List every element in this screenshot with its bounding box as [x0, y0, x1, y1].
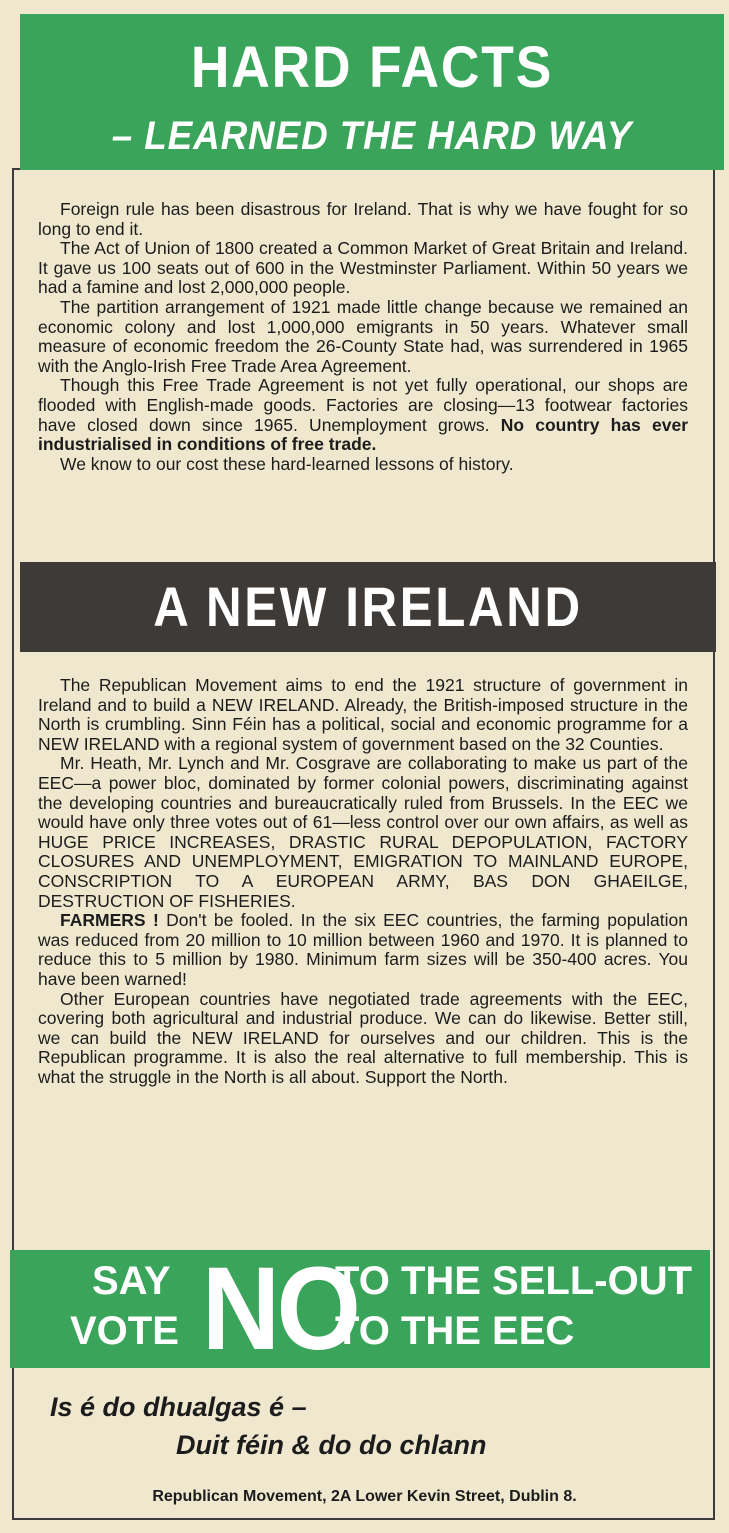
paragraph: The partition arrangement of 1921 made little change because we remained an economic colony and lost 1,000,000 emigrants in 50 years. Whatever small measure of economic freedom the 26-County State had, was surrendered in 1965 with the Anglo-Irish Free Trade Area Agreement. [38, 296, 688, 376]
paragraph: The Act of Union of 1800 created a Common Market of Great Britain and Ireland. It gave us 100 seats out of 600 in the Westminster Parliament. Within 50 years we had a famine and lost 2,000,000 people. [38, 238, 688, 298]
farmers-lead: FARMERS ! [60, 910, 159, 931]
section-hard-facts [38, 200, 688, 474]
header-subtitle: – LEARNED THE HARD WAY [111, 114, 633, 158]
section-new-ireland [38, 676, 688, 1087]
paragraph-text: Though this Free Trade Agreement is not yet fully operational, our shops are flooded with English-made goods. Factories are closing—13 footwear factories have closed down since 1965. Unemployment grows. [38, 375, 688, 435]
paragraph: Foreign rule has been disastrous for Ireland. That is why we have fought for so long to end it. [38, 199, 688, 239]
paragraph [38, 376, 688, 454]
vote-label: VOTE [70, 1309, 179, 1353]
irish-slogan-line2: Duit féin & do do chlann [176, 1430, 487, 1460]
paragraph: Mr. Heath, Mr. Lynch and Mr. Cosgrave are collaborating to make us part of the EEC—a power bloc, dominated by former colonial powers, discriminating against the developing countries and bureaucratically ruled from Brussels. In the EEC we would have only three votes out of 61—less control over our own affairs, as well as HUGE PRICE INCREASES, DRASTIC RURAL DEPOPULATION, FACTORY CLOSURES AND UNEMPLOYMENT, EMIGRATION TO MAINLAND EUROPE, CONSCRIPTION TO A EUROPEAN ARMY, BAS DON GHAEILGE, DESTRUCTION OF FISHERIES. [38, 753, 688, 911]
say-label: SAY [92, 1259, 171, 1303]
header-title: HARD FACTS [190, 35, 554, 100]
paragraph: The Republican Movement aims to end the 1921 structure of government in Ireland and to build a NEW IRELAND. Already, the British-imposed structure in the North is crumbling. Sinn Féin has a political, social and economic programme for a NEW IRELAND with a regional system of government based on the 32 Counties. [38, 675, 688, 754]
header-banner [20, 14, 724, 170]
no-label: NO [201, 1243, 358, 1375]
publisher-address: Republican Movement, 2A Lower Kevin Street, Dublin 8. [152, 1488, 577, 1505]
eec-label: TO THE EEC [335, 1309, 575, 1353]
paragraph: We know to our cost these hard-learned lessons of history. [60, 453, 514, 474]
paragraph [38, 911, 688, 989]
paragraph-bold-text: No country has ever industrialised in conditions of free trade. [38, 414, 689, 455]
paragraph-text: Don't be fooled. In the six EEC countries, the farming population was reduced from 20 million to 10 million between 1960 and 1970. It is planned to reduce this to 5 million by 1980. Minimum farm sizes will be 350-400 acres. You have been warned! [38, 910, 688, 989]
sell-out-label: TO THE SELL-OUT [335, 1259, 693, 1303]
banner-title: A NEW IRELAND [153, 575, 583, 638]
paragraph: Other European countries have negotiated trade agreements with the EEC, covering both agricultural and industrial produce. We can do likewise. Better still, we can build the NEW IRELAND for ourselves and our children. This is the Republican programme. It is also the real alternative to full membership. This is what the struggle in the North is all about. Support the North. [38, 988, 688, 1087]
vote-no-banner [10, 1243, 710, 1375]
irish-slogan-line1: Is é do dhualgas é – [50, 1392, 307, 1422]
new-ireland-banner [20, 562, 716, 652]
